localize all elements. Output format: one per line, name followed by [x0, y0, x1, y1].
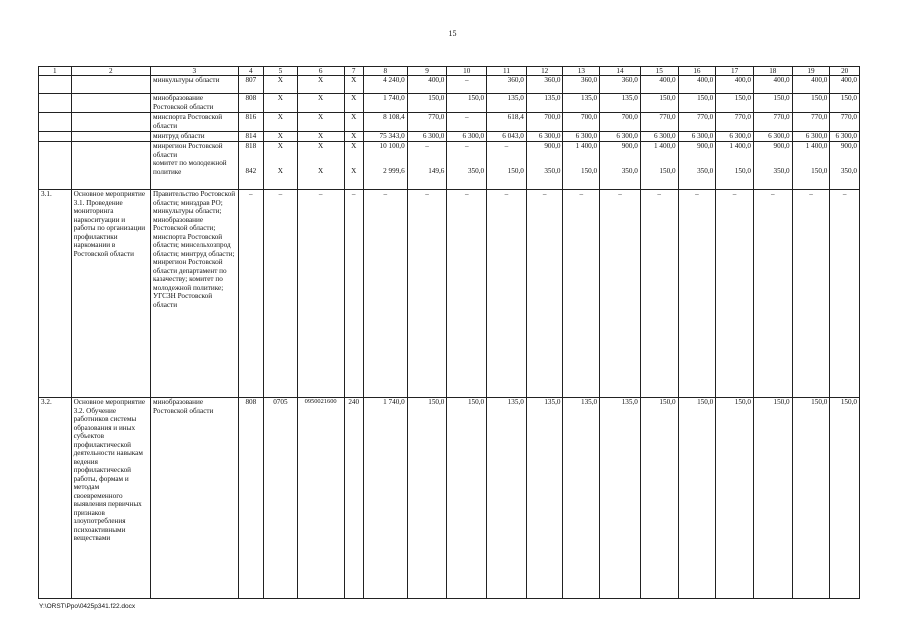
cell-vr: X — [344, 76, 363, 94]
cell-csr: X — [297, 113, 344, 132]
cell-total: 4 240,0 — [363, 76, 407, 94]
cell-year: 6 300,0 — [678, 132, 716, 142]
cell-year: – — [447, 76, 487, 94]
value-a: 1 400,0 — [575, 142, 598, 151]
value-a: 1 400,0 — [805, 142, 828, 151]
value-a: 900,0 — [544, 142, 561, 151]
value-b: 150,0 — [659, 166, 676, 175]
value-b: 350,0 — [773, 166, 790, 175]
cell-year: 6 300,0 — [716, 132, 754, 142]
cell-year: 150,0 — [640, 94, 678, 113]
cell-rzpr: X — [264, 76, 298, 94]
value-a: 10 100,0 — [379, 142, 405, 151]
cell-year — [563, 142, 600, 190]
cell-year: – — [447, 113, 487, 132]
cell-year: 150,0 — [716, 94, 754, 113]
cell-year: 400,0 — [716, 76, 754, 94]
cell-year: 770,0 — [407, 113, 447, 132]
cell-year: 6 300,0 — [753, 132, 792, 142]
value-b: 150,0 — [580, 166, 598, 175]
cell-year: – — [640, 190, 678, 398]
cell-year: – — [792, 190, 830, 398]
cell-grbs: 808 — [238, 398, 263, 599]
executor-line: минрегион Ростовской области — [153, 142, 223, 159]
value-a: 1 400,0 — [729, 142, 751, 151]
column-header: 7 — [344, 67, 363, 76]
cell-year: – — [487, 190, 527, 398]
column-header: 13 — [563, 67, 600, 76]
cell-year: 135,0 — [600, 398, 641, 599]
cell-csr: 0950021600 — [297, 398, 344, 599]
table-row — [39, 76, 860, 94]
cell-year — [487, 142, 527, 190]
cell-csr: – — [297, 190, 344, 398]
cell-vr: – — [344, 190, 363, 398]
cell-rzpr — [264, 142, 298, 190]
cell-rzpr: 0705 — [264, 398, 298, 599]
cell-year: 135,0 — [563, 94, 600, 113]
cell-csr: X — [297, 132, 344, 142]
value-b: 2 999,6 — [383, 166, 405, 175]
cell-event — [71, 132, 150, 142]
cell-year — [407, 142, 447, 190]
cell-event — [71, 113, 150, 132]
cell-event — [71, 94, 150, 113]
column-header: 14 — [600, 67, 641, 76]
cell-year: 6 043,0 — [487, 132, 527, 142]
column-header: 5 — [264, 67, 298, 76]
budget-table — [38, 66, 860, 599]
value-b: 350,0 — [544, 166, 561, 175]
cell-number — [39, 132, 72, 142]
value-a: 900,0 — [697, 142, 714, 151]
cell-year: 6 300,0 — [407, 132, 447, 142]
cell-executor: Правительство Ростовской области; минздрав РО; минкультуры области; минобразование Ростовской области; минспорта Ростовской области; минсельхозпрод области; минтруд области; минрегион Ростовской области департамент по казачеству; комитет по молодежной политике; УГСЗН Ростовской области — [151, 190, 239, 398]
value-a: – — [425, 142, 429, 151]
cell-year: 6 300,0 — [563, 132, 600, 142]
value-b: X — [351, 166, 357, 175]
cell-vr: X — [344, 94, 363, 113]
cell-total — [363, 142, 407, 190]
cell-rzpr: – — [264, 190, 298, 398]
cell-year: 6 300,0 — [526, 132, 563, 142]
cell-executor: минтруд области — [151, 132, 239, 142]
column-header: 9 — [407, 67, 447, 76]
column-header: 12 — [526, 67, 563, 76]
cell-number — [39, 76, 72, 94]
cell-year: 618,4 — [487, 113, 527, 132]
cell-grbs: 807 — [238, 76, 263, 94]
cell-year: 150,0 — [407, 94, 447, 113]
cell-total: 8 108,4 — [363, 113, 407, 132]
value-b: 150,0 — [734, 166, 751, 175]
cell-year: 400,0 — [407, 76, 447, 94]
cell-executor: минкультуры области — [151, 76, 239, 94]
cell-year: 6 300,0 — [792, 132, 830, 142]
cell-year: 770,0 — [678, 113, 716, 132]
column-header: 17 — [716, 67, 754, 76]
cell-year: 150,0 — [678, 398, 716, 599]
cell-year: 700,0 — [563, 113, 600, 132]
cell-year: 150,0 — [830, 94, 860, 113]
cell-year: 6 300,0 — [447, 132, 487, 142]
column-number-row — [39, 67, 860, 76]
cell-number: 3.2. — [39, 398, 72, 599]
cell-event — [71, 142, 150, 190]
column-header: 15 — [640, 67, 678, 76]
cell-year: – — [447, 190, 487, 398]
value-b: 350,0 — [697, 166, 714, 175]
cell-event: Основное мероприятие 3.2. Обучение работников системы образования и иных субъектов профилактической деятельности навыкам ведения профилактической работы, формам и методам своевременного выявления первичных признаков злоупотребления психоактивными веществами — [71, 398, 150, 599]
cell-csr: X — [297, 76, 344, 94]
cell-total: 1 740,0 — [363, 398, 407, 599]
cell-total: 75 343,0 — [363, 132, 407, 142]
value-a: – — [504, 142, 509, 151]
cell-year — [640, 142, 678, 190]
column-header: 1 — [39, 67, 72, 76]
cell-number: 3.1. — [39, 190, 72, 398]
cell-year: – — [830, 190, 860, 398]
value-a: – — [464, 142, 469, 151]
cell-year: 770,0 — [792, 113, 830, 132]
cell-year: 150,0 — [753, 94, 792, 113]
table-row — [39, 132, 860, 142]
cell-year: 150,0 — [792, 398, 830, 599]
column-header: 3 — [151, 67, 239, 76]
column-header: 4 — [238, 67, 263, 76]
cell-number — [39, 142, 72, 190]
cell-vr: X — [344, 132, 363, 142]
column-header: 19 — [792, 67, 830, 76]
cell-year: – — [407, 190, 447, 398]
cell-year: 360,0 — [487, 76, 527, 94]
cell-year: 135,0 — [526, 94, 563, 113]
cell-executor — [151, 142, 239, 190]
cell-year: 150,0 — [407, 398, 447, 599]
table-row — [39, 94, 860, 113]
cell-executor: минобразование Ростовской области — [151, 398, 239, 599]
cell-year — [716, 142, 754, 190]
column-header: 8 — [363, 67, 407, 76]
cell-year — [678, 142, 716, 190]
cell-year: 150,0 — [447, 94, 487, 113]
cell-year: 150,0 — [716, 398, 754, 599]
value-b: X — [277, 166, 283, 175]
cell-year: – — [678, 190, 716, 398]
value-a: 900,0 — [773, 142, 790, 151]
cell-executor: минспорта Ростовской области — [151, 113, 239, 132]
cell-grbs — [238, 142, 263, 190]
cell-total: 1 740,0 — [363, 94, 407, 113]
value-b: 350,0 — [621, 166, 638, 175]
cell-year: 135,0 — [563, 398, 600, 599]
cell-year: 135,0 — [526, 398, 563, 599]
cell-year: 150,0 — [678, 94, 716, 113]
cell-year: 150,0 — [447, 398, 487, 599]
cell-number — [39, 94, 72, 113]
cell-year: 770,0 — [640, 113, 678, 132]
cell-year: 770,0 — [753, 113, 792, 132]
value-b: 150,0 — [811, 166, 828, 175]
cell-csr — [297, 142, 344, 190]
cell-vr: 240 — [344, 398, 363, 599]
cell-grbs: – — [238, 190, 263, 398]
value-b: 150,0 — [507, 166, 524, 175]
cell-rzpr: X — [264, 94, 298, 113]
cell-rzpr: X — [264, 132, 298, 142]
value-a: 900,0 — [621, 142, 638, 151]
cell-year: 150,0 — [830, 398, 860, 599]
value-b: X — [318, 166, 324, 175]
cell-vr — [344, 142, 363, 190]
table-row — [39, 190, 860, 398]
cell-year: 400,0 — [792, 76, 830, 94]
cell-year — [600, 142, 641, 190]
cell-year: 6 300,0 — [640, 132, 678, 142]
cell-year: 360,0 — [563, 76, 600, 94]
cell-year: 150,0 — [640, 398, 678, 599]
cell-year: – — [526, 190, 563, 398]
cell-year — [753, 142, 792, 190]
footer-file-path: Y:\ORST\Ppo\0425p341.f22.docx — [39, 603, 136, 610]
page-number: 15 — [448, 29, 457, 38]
cell-event: Основное мероприятие 3.1. Проведение мониторинга наркоситуации и работы по организации профилактики наркомании в Ростовской области — [71, 190, 150, 398]
cell-year: 700,0 — [600, 113, 641, 132]
cell-event — [71, 76, 150, 94]
column-header: 18 — [753, 67, 792, 76]
column-header: 10 — [447, 67, 487, 76]
cell-year: 135,0 — [487, 94, 527, 113]
cell-year: – — [716, 190, 754, 398]
table-row — [39, 398, 860, 599]
column-header: 2 — [71, 67, 150, 76]
cell-year — [830, 142, 860, 190]
cell-year: 770,0 — [716, 113, 754, 132]
column-header: 11 — [487, 67, 527, 76]
value-b: 842 — [245, 166, 257, 175]
column-header: 20 — [830, 67, 860, 76]
cell-year: 400,0 — [640, 76, 678, 94]
cell-grbs: 816 — [238, 113, 263, 132]
value-b: 350,0 — [467, 166, 485, 175]
column-header: 6 — [297, 67, 344, 76]
cell-year: 770,0 — [830, 113, 860, 132]
value-b: 149,6 — [428, 166, 445, 175]
cell-year: 400,0 — [678, 76, 716, 94]
cell-grbs: 814 — [238, 132, 263, 142]
column-header: 16 — [678, 67, 716, 76]
cell-year: 150,0 — [753, 398, 792, 599]
table-row — [39, 142, 860, 190]
cell-year: – — [600, 190, 641, 398]
cell-year: 700,0 — [526, 113, 563, 132]
cell-year: 360,0 — [526, 76, 563, 94]
value-a: X — [351, 142, 357, 151]
value-a: X — [277, 142, 283, 151]
cell-year: 360,0 — [600, 76, 641, 94]
cell-number — [39, 113, 72, 132]
cell-vr: X — [344, 113, 363, 132]
cell-year: 400,0 — [830, 76, 860, 94]
table-row — [39, 113, 860, 132]
value-b: 350,0 — [840, 166, 857, 175]
cell-grbs: 808 — [238, 94, 263, 113]
cell-total: – — [363, 190, 407, 398]
cell-year: – — [563, 190, 600, 398]
cell-csr: X — [297, 94, 344, 113]
executor-line: комитет по молодежной политике — [153, 159, 227, 176]
cell-year: – — [753, 190, 792, 398]
cell-year: 400,0 — [753, 76, 792, 94]
cell-year — [792, 142, 830, 190]
cell-year: 6 300,0 — [830, 132, 860, 142]
cell-executor: минобразование Ростовской области — [151, 94, 239, 113]
cell-year: 135,0 — [487, 398, 527, 599]
cell-year — [447, 142, 487, 190]
cell-year: 150,0 — [792, 94, 830, 113]
cell-year: 135,0 — [600, 94, 641, 113]
value-a: X — [318, 142, 324, 151]
cell-rzpr: X — [264, 113, 298, 132]
cell-year: 6 300,0 — [600, 132, 641, 142]
value-a: 900,0 — [840, 142, 857, 151]
cell-year — [526, 142, 563, 190]
value-a: 1 400,0 — [654, 142, 676, 151]
value-a: 818 — [245, 142, 257, 151]
